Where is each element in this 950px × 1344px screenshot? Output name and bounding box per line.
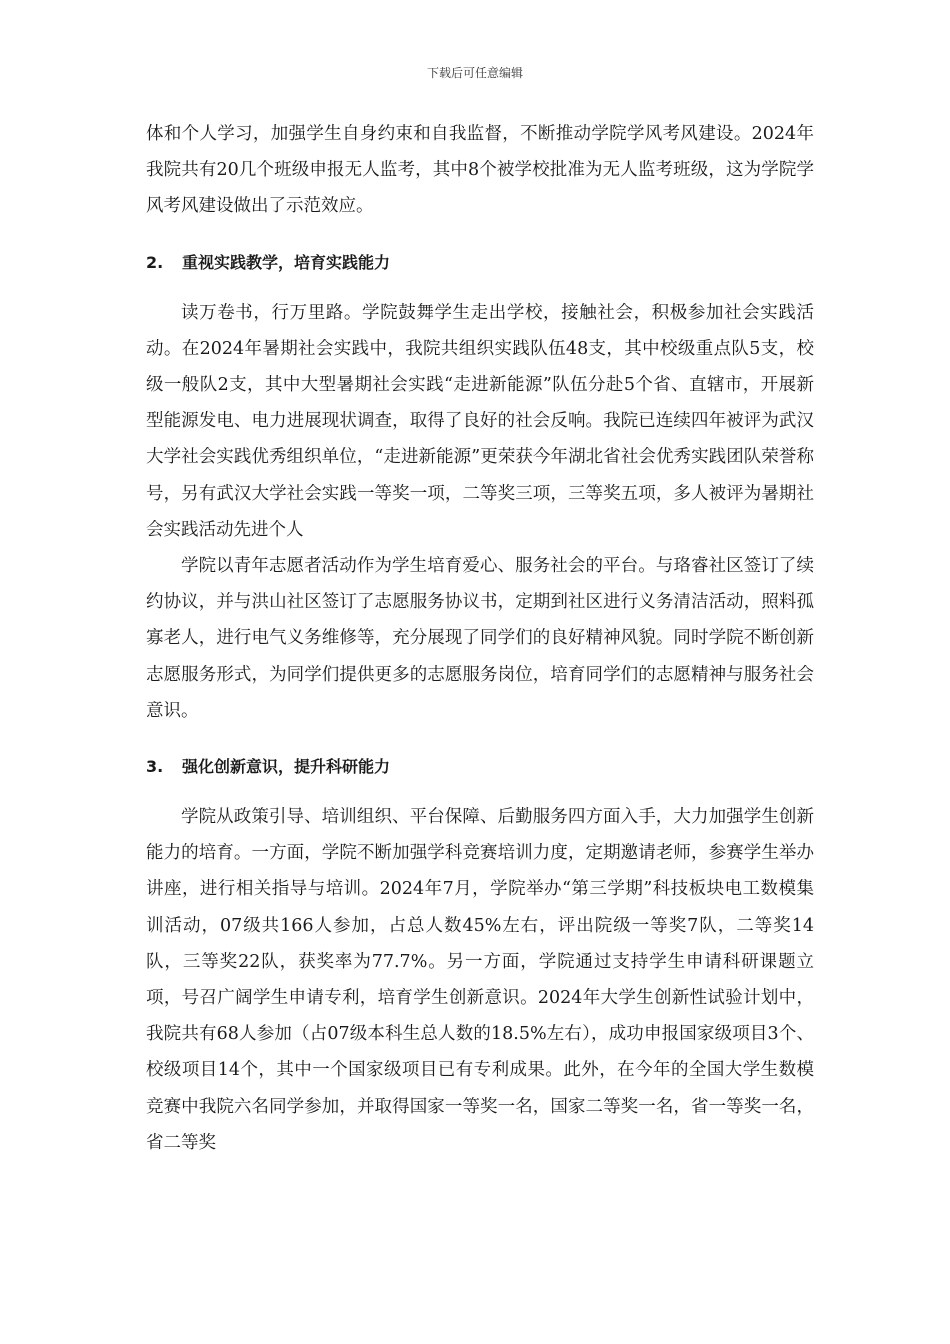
paragraph-innovation: 学院从政策引导、培训组织、平台保障、后勤服务四方面入手，大力加强学生创新能力的培育。一方面，学院不断加强学科竞赛培训力度，定期邀请老师，参赛学生举办讲座，进行相关指导与培训。2024年7月，学院举办“第三学期”科技板块电工数模集训活动，07级共166人参加，占总人数45%左右，评出院级一等奖7队，二等奖14队，三等奖22队，获奖率为77.7%。另一方面，学院通过支持学生申请科研课题立项，号召广阔学生申请专利，培育学生创新意识。2024年大学生创新性试验计划中，我院共有68人参加（占07级本科生总人数的18.5%左右），成功申报国家级项目3个、校级项目14个，其中一个国家级项目已有专利成果。此外，在今年的全国大学生数模竞赛中我院六名同学参加，并取得国家一等奖一名，国家二等奖一名，省一等奖一名，省二等奖 [146,807,814,1153]
section-number: 2. [146,252,164,272]
spacer [146,225,814,245]
document-body [146,116,814,1161]
spacer [146,785,814,799]
paragraph-social-practice: 读万卷书，行万里路。学院鼓舞学生走出学校，接触社会，积极参加社会实践活动。在2024年暑期社会实践中，我院共组织实践队伍48支，其中校级重点队5支，校级一般队2支，其中大型暑期社会实践“走进新能源”队伍分赴5个省、直辖市，开展新型能源发电、电力进展现状调查，取得了良好的社会反响。我院已连续四年被评为武汉大学社会实践优秀组织单位，“走进新能源”更荣获今年湖北省社会优秀实践团队荣誉称号，另有武汉大学社会实践一等奖一项，二等奖三项，三等奖五项，多人被评为暑期社会实践活动先进个人 [146,302,814,540]
section-heading-innovation [146,749,814,785]
paragraph-volunteer: 学院以青年志愿者活动作为学生培育爱心、服务社会的平台。与珞睿社区签订了续约协议，并与洪山社区签订了志愿服务协议书，定期到社区进行义务清洁活动，照料孤寡老人，进行电气义务维修等，充分展现了同学们的良好精神风貌。同时学院不断创新志愿服务形式，为同学们提供更多的志愿服务岗位，培育同学们的志愿精神与服务社会意识。 [146,556,814,721]
section-number: 3. [146,757,164,777]
section-title: 重视实践教学，培育实践能力 [182,252,391,272]
paragraph-study-discipline: 体和个人学习，加强学生自身约束和自我监督，不断推动学院学风考风建设。2024年我院共有20几个班级申报无人监考，其中8个被学校批准为无人监考班级，这为学院学风考风建设做出了示范效应。 [146,124,814,217]
section-title: 强化创新意识，提升科研能力 [182,757,391,777]
spacer [146,729,814,749]
header-note: 下载后可任意编辑 [426,66,523,80]
spacer [146,281,814,295]
section-heading-practice [146,245,814,281]
